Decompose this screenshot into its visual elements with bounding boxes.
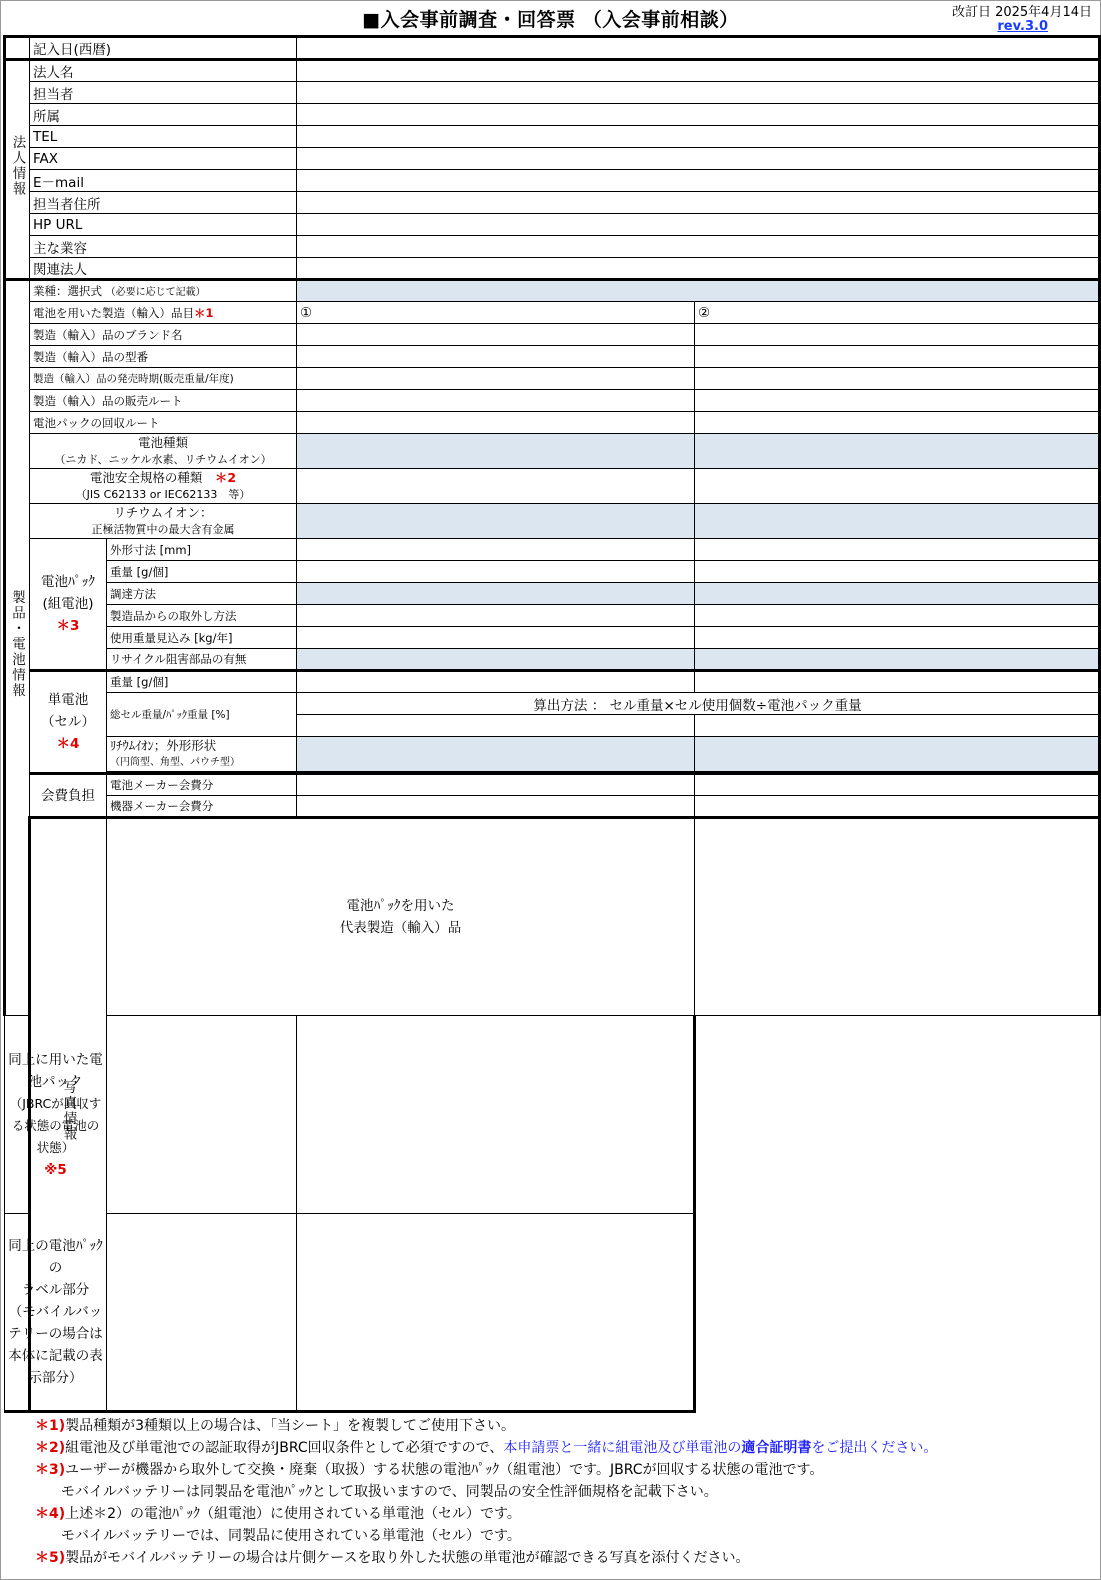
collection-route-1-input[interactable] [297,412,695,434]
corp-row-label: TEL [30,126,297,148]
cell-group-label: 単電池 （セル） ＊4 [30,671,107,774]
pack-row-label: 重量 [g/個] [107,561,297,583]
cell-shape-label: ﾘﾁｳﾑｲｵﾝ；外形形状 （円筒型、角型、パウチ型） [107,737,297,772]
pack-row-label: 外形寸法 [mm] [107,539,297,561]
lithium-metal-label: リチウムイオン： 正極活物質中の最大含有金属 [30,504,297,539]
corp-row-label: FAX [30,148,297,170]
cell-shape-1-select[interactable] [297,737,695,772]
fee-row-label: 機器メーカー会費分 [107,796,297,818]
battery-maker-fee-1-input[interactable] [297,774,695,796]
pack-row-label: 製造品からの取外し方法 [107,605,297,627]
lithium-metal-1-select[interactable] [297,504,695,539]
product-item-2-input[interactable]: ② [695,302,1100,324]
fee-label: 会費負担 [30,774,107,818]
sales-route-2-input[interactable] [695,390,1100,412]
footnote-4: ＊4)上述＊2）の電池ﾊﾟｯｸ（組電池）に使用されている単電池（セル）です。 [35,1506,521,1522]
footnote-1: ＊1)製品種類が3種類以上の場合は、「当シート」を複製してご使用下さい。 [35,1418,516,1434]
corp-row-label: 関連法人 [30,258,297,280]
photo-label-part-1-area[interactable] [107,1214,297,1412]
fax-input[interactable] [297,148,1100,170]
corp-row-label: E－mail [30,170,297,192]
model-2-input[interactable] [695,346,1100,368]
model-label: 製造（輸入）品の型番 [30,346,297,368]
department-input[interactable] [297,104,1100,126]
corp-row-label: 所属 [30,104,297,126]
product-item-1-input[interactable]: ① [297,302,695,324]
battery-maker-fee-2-input[interactable] [695,774,1100,796]
footnote-3: ＊3)ユーザーが機器から取外して交換・廃棄（取扱）する状態の電池ﾊﾟｯｸ（組電池）です。JBRCが回収する状態の電池です。 [35,1462,824,1478]
brand-1-input[interactable] [297,324,695,346]
industry-select[interactable] [297,280,1100,302]
brand-label: 製造（輸入）品のブランド名 [30,324,297,346]
procurement-1-select[interactable] [297,583,695,605]
model-1-input[interactable] [297,346,695,368]
collection-route-2-input[interactable] [695,412,1100,434]
pack-dimension-2-input[interactable] [695,539,1100,561]
blank-corner [5,37,30,60]
photo-product-1-area[interactable] [695,818,1100,1016]
entry-date-input[interactable] [297,37,1100,60]
fee-row-label: 電池メーカー会費分 [107,774,297,796]
collection-route-label: 電池パックの回収ルート [30,412,297,434]
tel-input[interactable] [297,126,1100,148]
revision-label: rev.3.0 [997,19,1048,34]
photo-section-label: 写真情報 [30,818,107,1412]
cell-ratio-formula: 算出方法 ： セル重量×セル使用個数÷電池パック重量 [297,693,1100,715]
contact-address-input[interactable] [297,192,1100,214]
release-2-input[interactable] [695,368,1100,390]
safety-std-2-input[interactable] [695,469,1100,504]
release-1-input[interactable] [297,368,695,390]
cell-ratio-label: 総セル重量/ﾊﾟｯｸ重量 [%] [107,693,297,737]
contact-person-input[interactable] [297,82,1100,104]
footnote-2: ＊2)組電池及び単電池での認証取得がJBRC回収条件として必須ですので、本申請票と一緒に組電池及び単電池の適合証明書をご提出ください。 [35,1440,938,1456]
procurement-2-select[interactable] [695,583,1100,605]
device-maker-fee-1-input[interactable] [297,796,695,818]
corp-row-label: HP URL [30,214,297,236]
battery-type-1-select[interactable] [297,434,695,469]
footnote-5: ＊5)製品がモバイルバッテリーの場合は片側ケースを取り外した状態の単電池が確認できる写真を添付ください。 [35,1550,750,1566]
corp-row-label: 担当者 [30,82,297,104]
hp-url-input[interactable] [297,214,1100,236]
main-business-input[interactable] [297,236,1100,258]
safety-std-1-input[interactable] [297,469,695,504]
footnotes [35,1415,937,1569]
footnote-3-cont: モバイルバッテリーは同製品を電池ﾊﾟｯｸとして取扱いますので、同製品の安全性評価規格を記載下さい。 [61,1484,718,1500]
corp-name-input[interactable] [297,60,1100,82]
photo-label-part-2-area[interactable] [297,1214,695,1412]
usage-weight-1-input[interactable] [297,627,695,649]
pack-weight-2-input[interactable] [695,561,1100,583]
brand-2-input[interactable] [695,324,1100,346]
photo-product-label: 電池ﾊﾟｯｸを用いた 代表製造（輸入）品 [107,818,695,1016]
battery-pack-group-label: 電池ﾊﾟｯｸ (組電池) ＊3 [30,539,107,671]
cell-weight-1-input[interactable] [297,671,695,693]
safety-std-label: 電池安全規格の種類 ＊2 （JIS C62133 or IEC62133 等） [30,469,297,504]
sales-route-label: 製造（輸入）品の販売ルート [30,390,297,412]
product-section-label: 製品・電池情報 [5,280,30,1016]
removal-method-1-input[interactable] [297,605,695,627]
lithium-metal-2-select[interactable] [695,504,1100,539]
related-corp-input[interactable] [297,258,1100,280]
photo-pack-label: 同上に用いた電池パック （JBRCが回収する状態の電池の状態） ※5 [5,1016,107,1214]
corp-row-label: 担当者住所 [30,192,297,214]
photo-label-part-label: 同上の電池ﾊﾟｯｸの ラベル部分 （モバイルバッテリーの場合は 本体に記載の表示部分） [5,1214,107,1412]
corp-row-label: 法人名 [30,60,297,82]
cell-weight-label: 重量 [g/個] [107,671,297,693]
corp-row-label: 主な業容 [30,236,297,258]
product-item-label: 電池を用いた製造（輸入）品目＊1 [30,302,297,324]
device-maker-fee-2-input[interactable] [695,796,1100,818]
email-input[interactable] [297,170,1100,192]
sales-route-1-input[interactable] [297,390,695,412]
pack-row-label: 調達方法 [107,583,297,605]
pack-row-label: 使用重量見込み [kg/年] [107,627,297,649]
cell-weight-2-input[interactable] [695,671,1100,693]
revision-date: 改訂日 2025年4月14日 [951,5,1092,20]
entry-date-label: 記入日(西暦) [30,37,297,60]
battery-type-2-select[interactable] [695,434,1100,469]
recycle-obstacle-1-select[interactable] [297,649,695,671]
pack-dimension-1-input[interactable] [297,539,695,561]
photo-pack-1-area[interactable] [107,1016,297,1214]
page-title: ■入会事前調査・回答票 （入会事前相談） [362,9,739,31]
cell-ratio-2-input[interactable] [695,715,1100,737]
cell-ratio-1-input[interactable] [297,715,695,737]
pack-weight-1-input[interactable] [297,561,695,583]
pack-row-label: リサイクル阻害部品の有無 [107,649,297,671]
survey-form-table [3,35,1101,1413]
footnote-4-cont: モバイルバッテリーでは、同製品に使用されている単電池（セル）です。 [61,1528,521,1544]
corp-section-label: 法人情報 [5,60,30,280]
battery-type-label: 電池種類 （ニカド、ニッケル水素、リチウムイオン） [30,434,297,469]
release-label: 製造（輸入）品の発売時期(販売重量/年度) [30,368,297,390]
cell-shape-2-select[interactable] [695,737,1100,772]
recycle-obstacle-2-select[interactable] [695,649,1100,671]
industry-label: 業種：選択式 （必要に応じて記載） [30,280,297,302]
photo-pack-2-area[interactable] [297,1016,695,1214]
usage-weight-2-input[interactable] [695,627,1100,649]
removal-method-2-input[interactable] [695,605,1100,627]
